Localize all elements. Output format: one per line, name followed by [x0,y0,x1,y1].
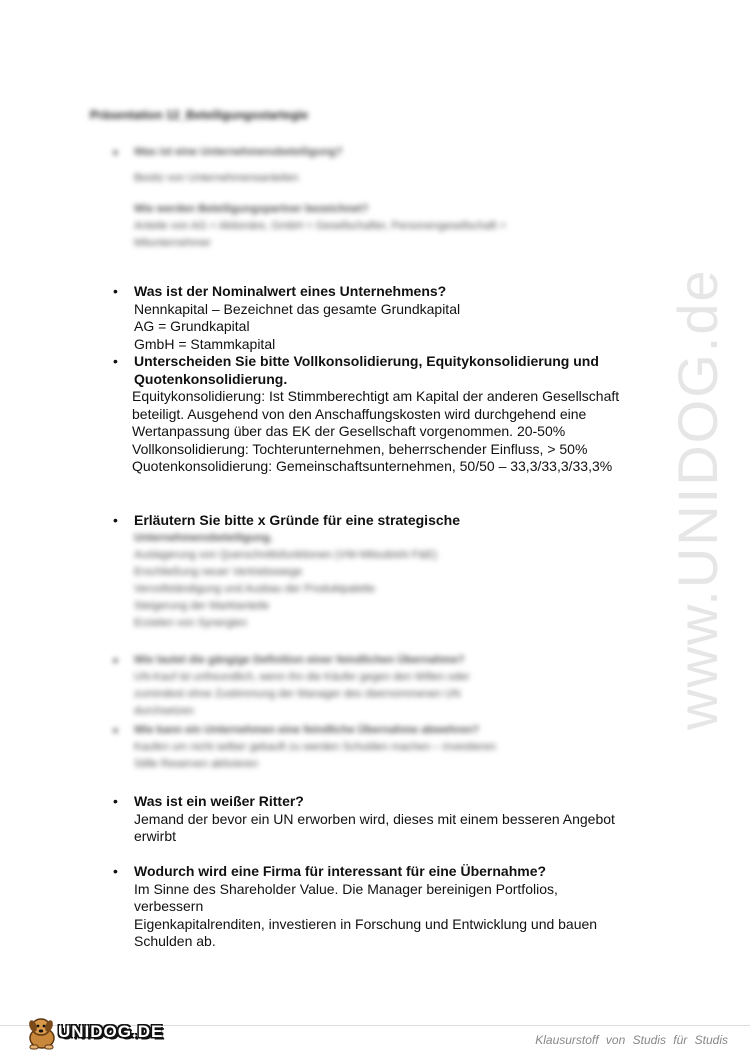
question-title: Wodurch wird eine Firma für interessant für eine Übernahme? [134,863,547,879]
question-title: Was ist eine Unternehmensbeteiligung? [134,146,343,158]
answer-line: Quotenkonsolidierung: Gemeinschaftsunternehmen, 50/50 – 33,3/33,3/33,3% [132,458,613,474]
answer-line: GmbH = Stammkapital [134,335,276,352]
answer-line: zumindest ohne Zustimmung der Manager des übernommenen UN [134,688,461,700]
footer-tagline: Klausurstoff von Studis für Studis [535,1033,728,1047]
dog-mascot-icon [22,1012,62,1052]
answer-line: Vervollständigung und Ausbau der Produktpalette [134,582,375,595]
answer-line: Stille Reserven aktivieren [134,758,259,770]
answer-line: AG = Grundkapital [134,318,250,334]
question-item [113,353,619,476]
question-item [113,863,597,951]
answer-line: Schulden ab. [134,933,216,949]
bullet-icon: • [113,283,118,299]
answer-line: Equitykonsolidierung: Ist Stimmberechtigt am Kapital der anderen Gesellschaft [132,388,620,404]
page-title: Präsentation 12_Beteiligungsstartegie [90,108,309,122]
answer-line: Anteile von AG = Aktionäre, GmbH = Gesellschafter, Personengesellschaft = [134,220,507,232]
answer-line: verbessern [134,898,204,914]
question-title: Was ist der Nominalwert eines Unternehmens? [134,283,447,299]
question-item [113,652,470,720]
question-item [113,144,506,252]
bullet-icon: • [113,144,118,160]
question-title: Quotenkonsolidierung. [134,370,288,387]
question-title: Wie kann ein Unternehmen eine feindliche Übernahme abwehren? [134,724,480,736]
answer-line: Nennkapital – Bezeichnet das gesamte Grundkapital [134,300,461,317]
question-item [113,793,615,846]
answer-line: Mitunternehmer [134,237,212,249]
bullet-icon: • [113,652,118,668]
answer-line: Jemand der bevor ein UN erworben wird, dieses mit einem besseren Angebot [134,810,615,827]
watermark-text: www.UNIDOG.de [666,268,729,730]
answer-line: Wertanpassung über das EK der Gesellschaft vorgenommen. 20-50% [132,423,566,439]
question-title: Wie werden Beteiligungspartner bezeichnet? [134,203,369,215]
answer-line: Im Sinne des Shareholder Value. Die Manager bereinigen Portfolios, [134,880,558,897]
answer-line: Erschließung neuer Vertriebswege [134,565,303,578]
question-title: Unterscheiden Sie bitte Vollkonsolidierung, Equitykonsolidierung und [134,353,599,369]
answer-line: UN-Kauf ist unfreundlich, wenn ihn die Käufer gegen den Willen oder [134,671,470,683]
question-title: Unternehmensbeteiligung. [134,531,273,544]
bullet-icon: • [113,722,118,738]
question-item [113,283,460,353]
bullet-icon: • [113,793,118,809]
answer-line: Vollkonsolidierung: Tochterunternehmen, beherrschender Einfluss, > 50% [132,440,588,457]
answer-line: Auslagerung von Querschnittsfunktionen (VW-Mitsubishi F&E) [134,548,438,561]
answer-line: Erzielen von Synergien [134,616,248,629]
answer-line: Kaufen um nicht selber gekauft zu werden Schulden machen – investieren [134,741,496,753]
bullet-icon: • [113,353,118,369]
answer-line: Besitz von Unternehmensanteilen [134,172,299,184]
bullet-icon: • [113,512,118,528]
answer-line: Eigenkapitalrenditen, investieren in Forschung und Entwicklung und bauen [134,915,598,932]
question-title: Erläutern Sie bitte x Gründe für eine strategische [134,512,460,528]
answer-line: durchsetzen [134,705,194,717]
logo-text: UNIDOG.DE [58,1022,164,1041]
question-title: Was ist ein weißer Ritter? [134,793,304,809]
question-item [113,512,460,632]
question-title: Wie lautet die gängige Definition einer feindlichen Übernahme? [134,654,465,666]
question-item [113,722,496,773]
logo [22,1012,163,1052]
bullet-icon: • [113,863,118,879]
answer-line: Steigerung der Marktanteile [134,599,270,612]
answer-line: beteiligt. Ausgehend von den Anschaffungskosten wird durchgehend eine [132,405,587,422]
answer-line: erwirbt [134,828,177,844]
